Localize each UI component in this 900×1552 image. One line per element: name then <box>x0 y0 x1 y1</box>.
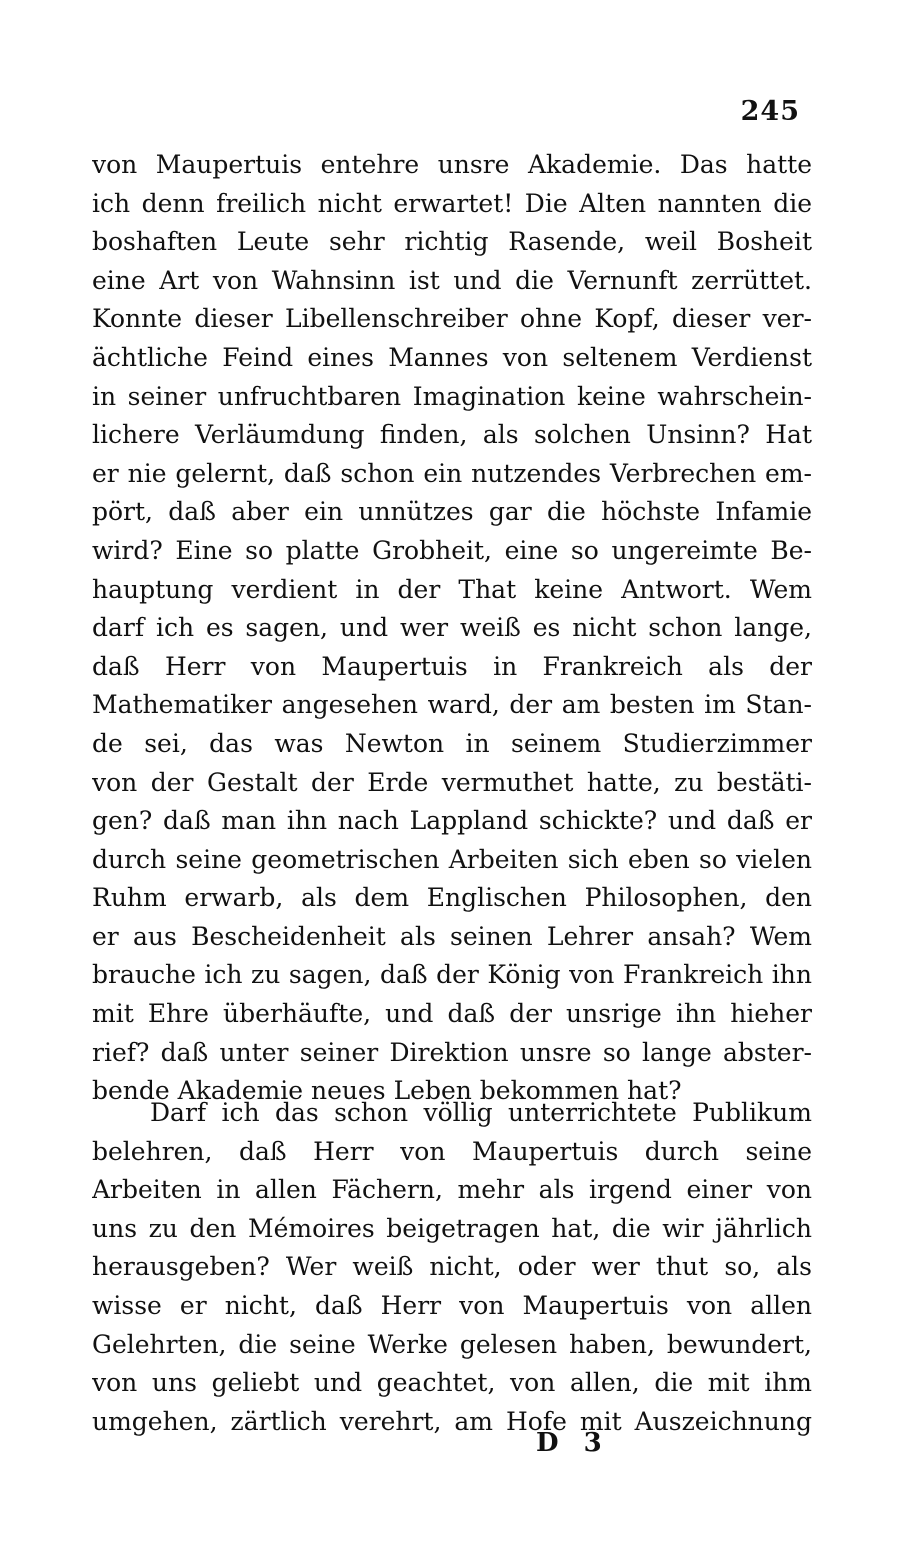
text-line: in seiner unfruchtbaren Imagination keine wahrschein- <box>92 381 812 411</box>
text-line: von der Gestalt der Erde vermuthet hatte, zu bestäti- <box>92 767 812 797</box>
paragraph-1 <box>92 146 812 1111</box>
text-line: eine Art von Wahnsinn ist und die Vernunft zerrüttet. <box>92 265 812 295</box>
text-line: umgehen, zärtlich verehrt, am Hofe mit Auszeichnung <box>92 1406 812 1436</box>
text-line: pört, daß aber ein unnützes gar die höchste Infamie <box>92 497 812 527</box>
text-line: Darf ich das schon völlig unterrichtete Publikum <box>150 1098 812 1127</box>
text-line: de sei, das was Newton in seinem Studierzimmer <box>92 728 812 758</box>
text-line: boshaften Leute sehr richtig Rasende, weil Bosheit <box>92 227 812 257</box>
page-number: 245 <box>740 96 800 127</box>
text-line: brauche ich zu sagen, daß der König von Frankreich ihn <box>92 960 812 990</box>
signature-mark: D 3 <box>536 1428 610 1458</box>
text-line: darf ich es sagen, und wer weiß es nicht schon lange, <box>92 613 812 643</box>
text-line: herausgeben? Wer weiß nicht, oder wer thut so, als <box>92 1252 812 1282</box>
text-line: ich denn freilich nicht erwartet! Die Alten nannten die <box>92 188 812 218</box>
text-line: wisse er nicht, daß Herr von Maupertuis von allen <box>92 1290 812 1320</box>
text-line: wird? Eine so platte Grobheit, eine so ungereimte Be- <box>92 535 812 565</box>
text-line: Gelehrten, die seine Werke gelesen haben, bewundert, <box>92 1329 812 1359</box>
text-line: ächtliche Feind eines Mannes von seltenem Verdienst <box>92 342 812 372</box>
text-line: lichere Verläumdung finden, als solchen Unsinn? Hat <box>92 420 812 450</box>
text-line: Konnte dieser Libellenschreiber ohne Kopf, dieser ver- <box>92 304 812 334</box>
text-line: uns zu den Mémoires beigetragen hat, die wir jährlich <box>92 1213 812 1243</box>
text-line: rief? daß unter seiner Direktion unsre so lange abster- <box>92 1037 812 1067</box>
text-line: gen? daß man ihn nach Lappland schickte? und daß er <box>92 806 812 836</box>
paragraph-2 <box>92 1094 812 1441</box>
text-line: mit Ehre überhäufte, und daß der unsrige ihn hieher <box>92 999 812 1029</box>
text-line: hauptung verdient in der That keine Antwort. Wem <box>92 574 812 604</box>
text-line: durch seine geometrischen Arbeiten sich eben so vielen <box>92 844 812 874</box>
text-line: daß Herr von Maupertuis in Frankreich als der <box>92 651 812 681</box>
text-line: von uns geliebt und geachtet, von allen, die mit ihm <box>92 1368 812 1398</box>
text-line: Mathematiker angesehen ward, der am besten im Stan- <box>92 690 812 720</box>
text-line: belehren, daß Herr von Maupertuis durch seine <box>92 1136 812 1166</box>
text-line: Arbeiten in allen Fächern, mehr als irgend einer von <box>92 1175 812 1205</box>
text-line: Ruhm erwarb, als dem Englischen Philosophen, den <box>92 883 812 913</box>
text-line: er nie gelernt, daß schon ein nutzendes Verbrechen em- <box>92 458 812 488</box>
text-line: von Maupertuis entehre unsre Akademie. Das hatte <box>92 150 812 179</box>
text-line: bende Akademie neues Leben bekommen hat? <box>92 1076 682 1106</box>
text-line: er aus Bescheidenheit als seinen Lehrer ansah? Wem <box>92 921 812 951</box>
